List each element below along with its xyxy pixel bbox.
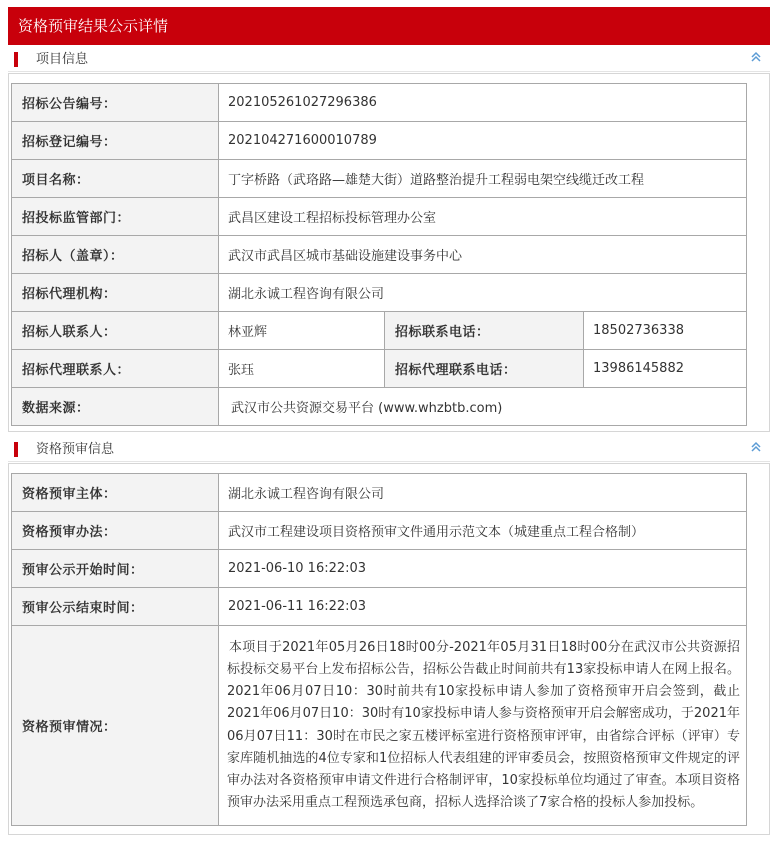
agency-contact-value: 张珏 xyxy=(219,350,385,388)
project-name-label: 项目名称： xyxy=(12,160,219,198)
register-no-value: 202104271600010789 xyxy=(219,122,747,160)
agency-value: 湖北永诚工程咨询有限公司 xyxy=(219,274,747,312)
supervisor-value: 武昌区建设工程招标投标管理办公室 xyxy=(219,198,747,236)
table-row xyxy=(12,274,747,312)
notice-no-label: 招标公告编号： xyxy=(12,84,219,122)
table-row xyxy=(12,198,747,236)
table-row xyxy=(12,160,747,198)
table-row xyxy=(12,388,747,426)
source-value: 武汉市公共资源交易平台 (www.whzbtb.com) xyxy=(219,388,747,426)
table-row xyxy=(12,588,747,626)
start-time-label: 预审公示开始时间： xyxy=(12,550,219,588)
notice-no-value: 202105261027296386 xyxy=(219,84,747,122)
table-row xyxy=(12,350,747,388)
page-header xyxy=(8,7,770,45)
section-marker xyxy=(14,442,18,457)
start-time-value: 2021-06-10 16:22:03 xyxy=(219,550,747,588)
tenderer-contact-label: 招标人联系人： xyxy=(12,312,219,350)
tenderer-value: 武汉市武昌区城市基础设施建设事务中心 xyxy=(219,236,747,274)
prequal-subject-value: 湖北永诚工程咨询有限公司 xyxy=(219,474,747,512)
table-row xyxy=(12,84,747,122)
page-title: 资格预审结果公示详情 xyxy=(18,17,169,35)
prequal-subject-label: 资格预审主体： xyxy=(12,474,219,512)
supervisor-label: 招投标监管部门： xyxy=(12,198,219,236)
table-row xyxy=(12,312,747,350)
agency-phone-value: 13986145882 xyxy=(584,350,747,388)
table-row xyxy=(12,122,747,160)
end-time-value: 2021-06-11 16:22:03 xyxy=(219,588,747,626)
table-row xyxy=(12,236,747,274)
register-no-label: 招标登记编号： xyxy=(12,122,219,160)
situation-value: 本项目于2021年05月26日18时00分-2021年05月31日18时00分在武汉市公共资源招标投标交易平台上发布招标公告，招标公告截止时间前共有13家投标申请人在网上报名。2021年06月07日10：30时前共有10家投标申请人参加了资格预审开启会签到，截止2021年06月07日10：30时有10家投标申请人参与资格预审开启会解密成功，于2021年06月07日11：30时在市民之家五楼评标室进行资格预审评审，由省综合评标（评审）专家库随机抽选的4位专家和1位招标人代表组建的评审委员会，按照资格预审文件规定的评审办法对各资格预审申请文件进行合格制评审，10家投标单位均通过了审查。本项目资格预审办法采用重点工程预选承包商，招标人选择洽谈了7家合格的投标人参加投标。 xyxy=(219,626,747,826)
project-name-value: 丁字桥路（武珞路—雄楚大街）道路整治提升工程弱电架空线缆迁改工程 xyxy=(219,160,747,198)
situation-label: 资格预审情况： xyxy=(12,626,219,826)
agency-phone-label: 招标代理联系电话： xyxy=(385,350,584,388)
table-row xyxy=(12,550,747,588)
section-title-prequal-info: 资格预审信息 xyxy=(36,442,115,457)
project-info-table xyxy=(11,83,747,426)
section-marker xyxy=(14,52,18,67)
end-time-label: 预审公示结束时间： xyxy=(12,588,219,626)
tenderer-contact-value: 林亚辉 xyxy=(219,312,385,350)
table-row xyxy=(12,474,747,512)
double-chevron-up-icon[interactable] xyxy=(750,50,762,68)
prequal-info-table xyxy=(11,473,747,826)
section-title-project-info: 项目信息 xyxy=(36,52,89,67)
tenderer-phone-label: 招标联系电话： xyxy=(385,312,584,350)
table-row xyxy=(12,512,747,550)
prequal-method-label: 资格预审办法： xyxy=(12,512,219,550)
section-header-project-info[interactable] xyxy=(8,48,770,72)
section-header-prequal-info[interactable] xyxy=(8,438,770,462)
tenderer-phone-value: 18502736338 xyxy=(584,312,747,350)
table-row xyxy=(12,626,747,826)
agency-label: 招标代理机构： xyxy=(12,274,219,312)
tenderer-label: 招标人（盖章）： xyxy=(12,236,219,274)
double-chevron-up-icon[interactable] xyxy=(750,440,762,458)
prequal-method-value: 武汉市工程建设项目资格预审文件通用示范文本（城建重点工程合格制） xyxy=(219,512,747,550)
agency-contact-label: 招标代理联系人： xyxy=(12,350,219,388)
source-label: 数据来源： xyxy=(12,388,219,426)
